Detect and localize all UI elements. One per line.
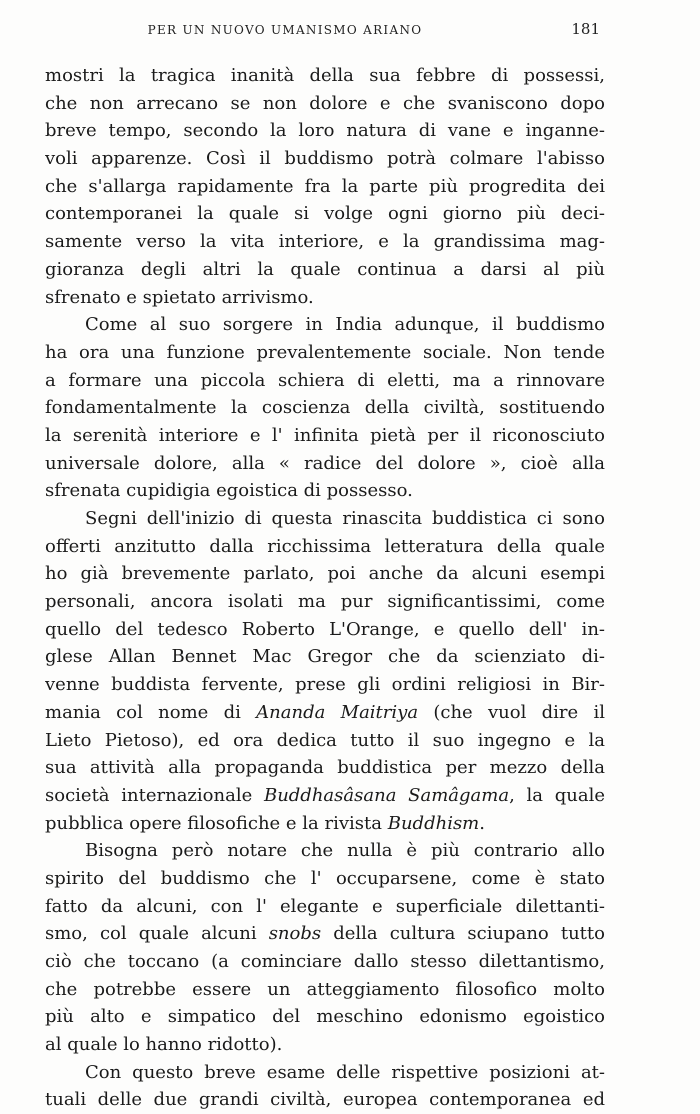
text-line: offerti anzitutto dalla ricchissima letteratura della quale — [45, 535, 605, 557]
text-line: venne buddista fervente, prese gli ordini religiosi in Bir- — [45, 674, 605, 696]
text-line: che potrebbe essere un atteggiamento filosofico molto — [45, 978, 605, 1000]
text-line: al quale lo hanno ridotto). — [45, 1034, 283, 1056]
text-line: gioranza degli altri la quale continua a darsi al più — [45, 258, 605, 280]
text-line: Bisogna però notare che nulla è più contrario allo — [85, 840, 605, 862]
text-line: che s'allarga rapidamente fra la parte più progredita dei — [45, 175, 605, 197]
text-line: ha ora una funzione prevalentemente sociale. Non tende — [45, 341, 605, 363]
page-number: 181 — [571, 20, 600, 38]
text-line: breve tempo, secondo la loro natura di vane e inganne- — [45, 120, 605, 142]
text-line: a formare una piccola schiera di eletti, ma a rinnovare — [45, 369, 605, 391]
text-line: società internazionale Buddhasâsana Samâgama, la quale — [45, 784, 605, 806]
text-line: sfrenata cupidigia egoistica di possesso. — [45, 480, 413, 502]
running-head — [40, 20, 600, 42]
text-line: ho già brevemente parlato, poi anche da alcuni esempi — [45, 563, 605, 585]
text-line: più alto e simpatico del meschino edonismo egoistico — [45, 1006, 605, 1028]
text-line: che non arrecano se non dolore e che svaniscono dopo — [45, 92, 605, 114]
text-line: quello del tedesco Roberto L'Orange, e quello dell' in- — [45, 618, 605, 640]
text-line: ciò che toccano (a cominciare dallo stesso dilettantismo, — [45, 951, 605, 972]
text-line: sfrenato e spietato arrivismo. — [45, 286, 314, 308]
text-line: personali, ancora isolati ma pur significantissimi, come — [45, 591, 605, 613]
text-line: pubblica opere filosofiche e la rivista Buddhism. — [45, 812, 485, 834]
text-line: mostri la tragica inanità della sua febbre di possessi, — [45, 65, 605, 86]
text-line: fatto da alcuni, con l' elegante e superficiale dilettanti- — [45, 895, 605, 917]
text-line: voli apparenze. Così il buddismo potrà colmare l'abisso — [45, 148, 605, 170]
text-line: fondamentalmente la coscienza della civiltà, sostituendo — [45, 397, 605, 419]
text-line: Segni dell'inizio di questa rinascita buddistica ci sono — [85, 508, 605, 529]
text-line: la serenità interiore e l' infinita pietà per il riconosciuto — [45, 424, 605, 446]
text-line: Con questo breve esame delle rispettive posizioni at- — [85, 1061, 605, 1083]
text-line: Lieto Pietoso), ed ora dedica tutto il suo ingegno e la — [45, 729, 605, 751]
text-line: contemporanei la quale si volge ogni giorno più deci- — [45, 203, 605, 225]
text-line: sua attività alla propaganda buddistica per mezzo della — [45, 757, 605, 779]
text-line: smo, col quale alcuni snobs della cultura sciupano tutto — [45, 923, 605, 945]
text-line: samente verso la vita interiore, e la grandissima mag- — [45, 231, 605, 253]
text-line: tuali delle due grandi civiltà, europea contemporanea ed — [45, 1089, 605, 1111]
text-line: mania col nome di Ananda Maitriya (che vuol dire il — [45, 701, 605, 723]
text-line: glese Allan Bennet Mac Gregor che da scienziato di- — [45, 646, 605, 668]
text-line: Come al suo sorgere in India adunque, il buddismo — [85, 314, 605, 336]
running-title: PER UN NUOVO UMANISMO ARIANO — [147, 23, 423, 37]
body-text — [45, 62, 605, 1114]
text-line: spirito del buddismo che l' occuparsene, come è stato — [45, 867, 605, 889]
text-line: universale dolore, alla « radice del dolore », cioè alla — [45, 452, 605, 474]
